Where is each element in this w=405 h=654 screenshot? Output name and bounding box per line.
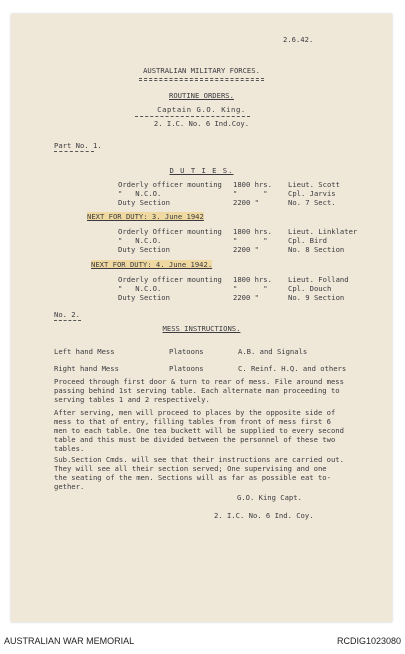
signature: G.O. King Capt. <box>237 493 302 502</box>
document-page: 2.6.42. AUSTRALIAN MILITARY FORCES. ROUTINE ORDERS. Captain G.O. King. 2. I.C. No. 6 Ind.Coy. Part No. 1. D U T I E S. Orderly officer mounting 1800 hrs. Lieut. Scott " N.C.O. " " Cpl. Jarvis Duty Section 2200 " No. 7 Sect. NEXT FOR DUTY: 3. June 1942 Orderly Officer mounting 1800 hrs. Lieut. Linklater " N.C.O. " " Cpl. Bird Duty Section 2200 " No. 8 Section NEXT FOR DUTY: 4. June 1942. Orderly officer mounting 1800 hrs. Lieut. Folland " N.C.O. " " Cpl. Douch Duty Section 2200 " No. 9 Section No. 2. MESS INSTRUCTIONS. Left hand Mess Platoons A.B. and Signals Right hand Mess Platoons C. Reinf. H.Q. and others Proceed through first door & turn to rear of mess. File around mess passing behind 1st serving table. Each alternate man proceeding to serving tables 1 and 2 respectively. After serving, men will proceed to places by the opposite side of mess to that of entry, filling tables from front of mess first 6 men to each table. One tea buckett will be supplied to every second table and this must be divided between the personnel of these two tables. Sub.Section Cmds. will see that their instructions are carried out. They will see all their section served; One supervising and one the seating of the men. Sections will as far as possible eat to- gether. G.O. King Capt. 2. I.C. No. 6 Ind. Coy. <box>11 14 392 622</box>
routine-orders-title: ROUTINE ORDERS. <box>169 91 234 100</box>
mess-instructions-title: MESS INSTRUCTIONS. <box>162 324 241 333</box>
heading: AUSTRALIAN MILITARY FORCES. <box>143 66 260 75</box>
part-number: Part No. 1. <box>54 141 102 150</box>
heading-rule-2 <box>139 80 264 81</box>
section-number-2: No. 2. <box>54 310 80 319</box>
unit: 2. I.C. No. 6 Ind.Coy. <box>153 119 250 128</box>
footer-record-id: RCDIG1023080 <box>336 636 401 646</box>
heading-rule <box>139 78 264 79</box>
next-for-duty-label-2: NEXT FOR DUTY: 4. June 1942. <box>91 260 213 269</box>
officer-rule <box>135 116 250 117</box>
next-for-duty-label-1: NEXT FOR DUTY: 3. June 1942 <box>87 212 204 221</box>
date: 2.6.42. <box>283 35 314 44</box>
no2-rule <box>54 320 81 321</box>
footer-source: AUSTRALIAN WAR MEMORIAL <box>4 636 135 646</box>
duties-title: D U T I E S. <box>169 166 234 175</box>
signature-unit: 2. I.C. No. 6 Ind. Coy. <box>214 511 314 520</box>
part-rule <box>54 151 94 152</box>
officer: Captain G.O. King. <box>157 105 246 114</box>
paragraph-2: After serving, men will proceed to places by the opposite side of mess to that of entry, filling tables from front of mess first 6 men to each table. One tea buckett will be supplied to every second table and this must be divided between the personnel of these two tables. <box>54 408 344 453</box>
paragraph-1: Proceed through first door & turn to rear of mess. File around mess passing behind 1st serving table. Each alternate man proceeding to serving tables 1 and 2 respectively. <box>54 377 344 404</box>
paragraph-3: Sub.Section Cmds. will see that their instructions are carried out. They will see all their section served; One supervising and one the seating of the men. Sections will as far as possible eat to- gether. <box>54 455 344 491</box>
